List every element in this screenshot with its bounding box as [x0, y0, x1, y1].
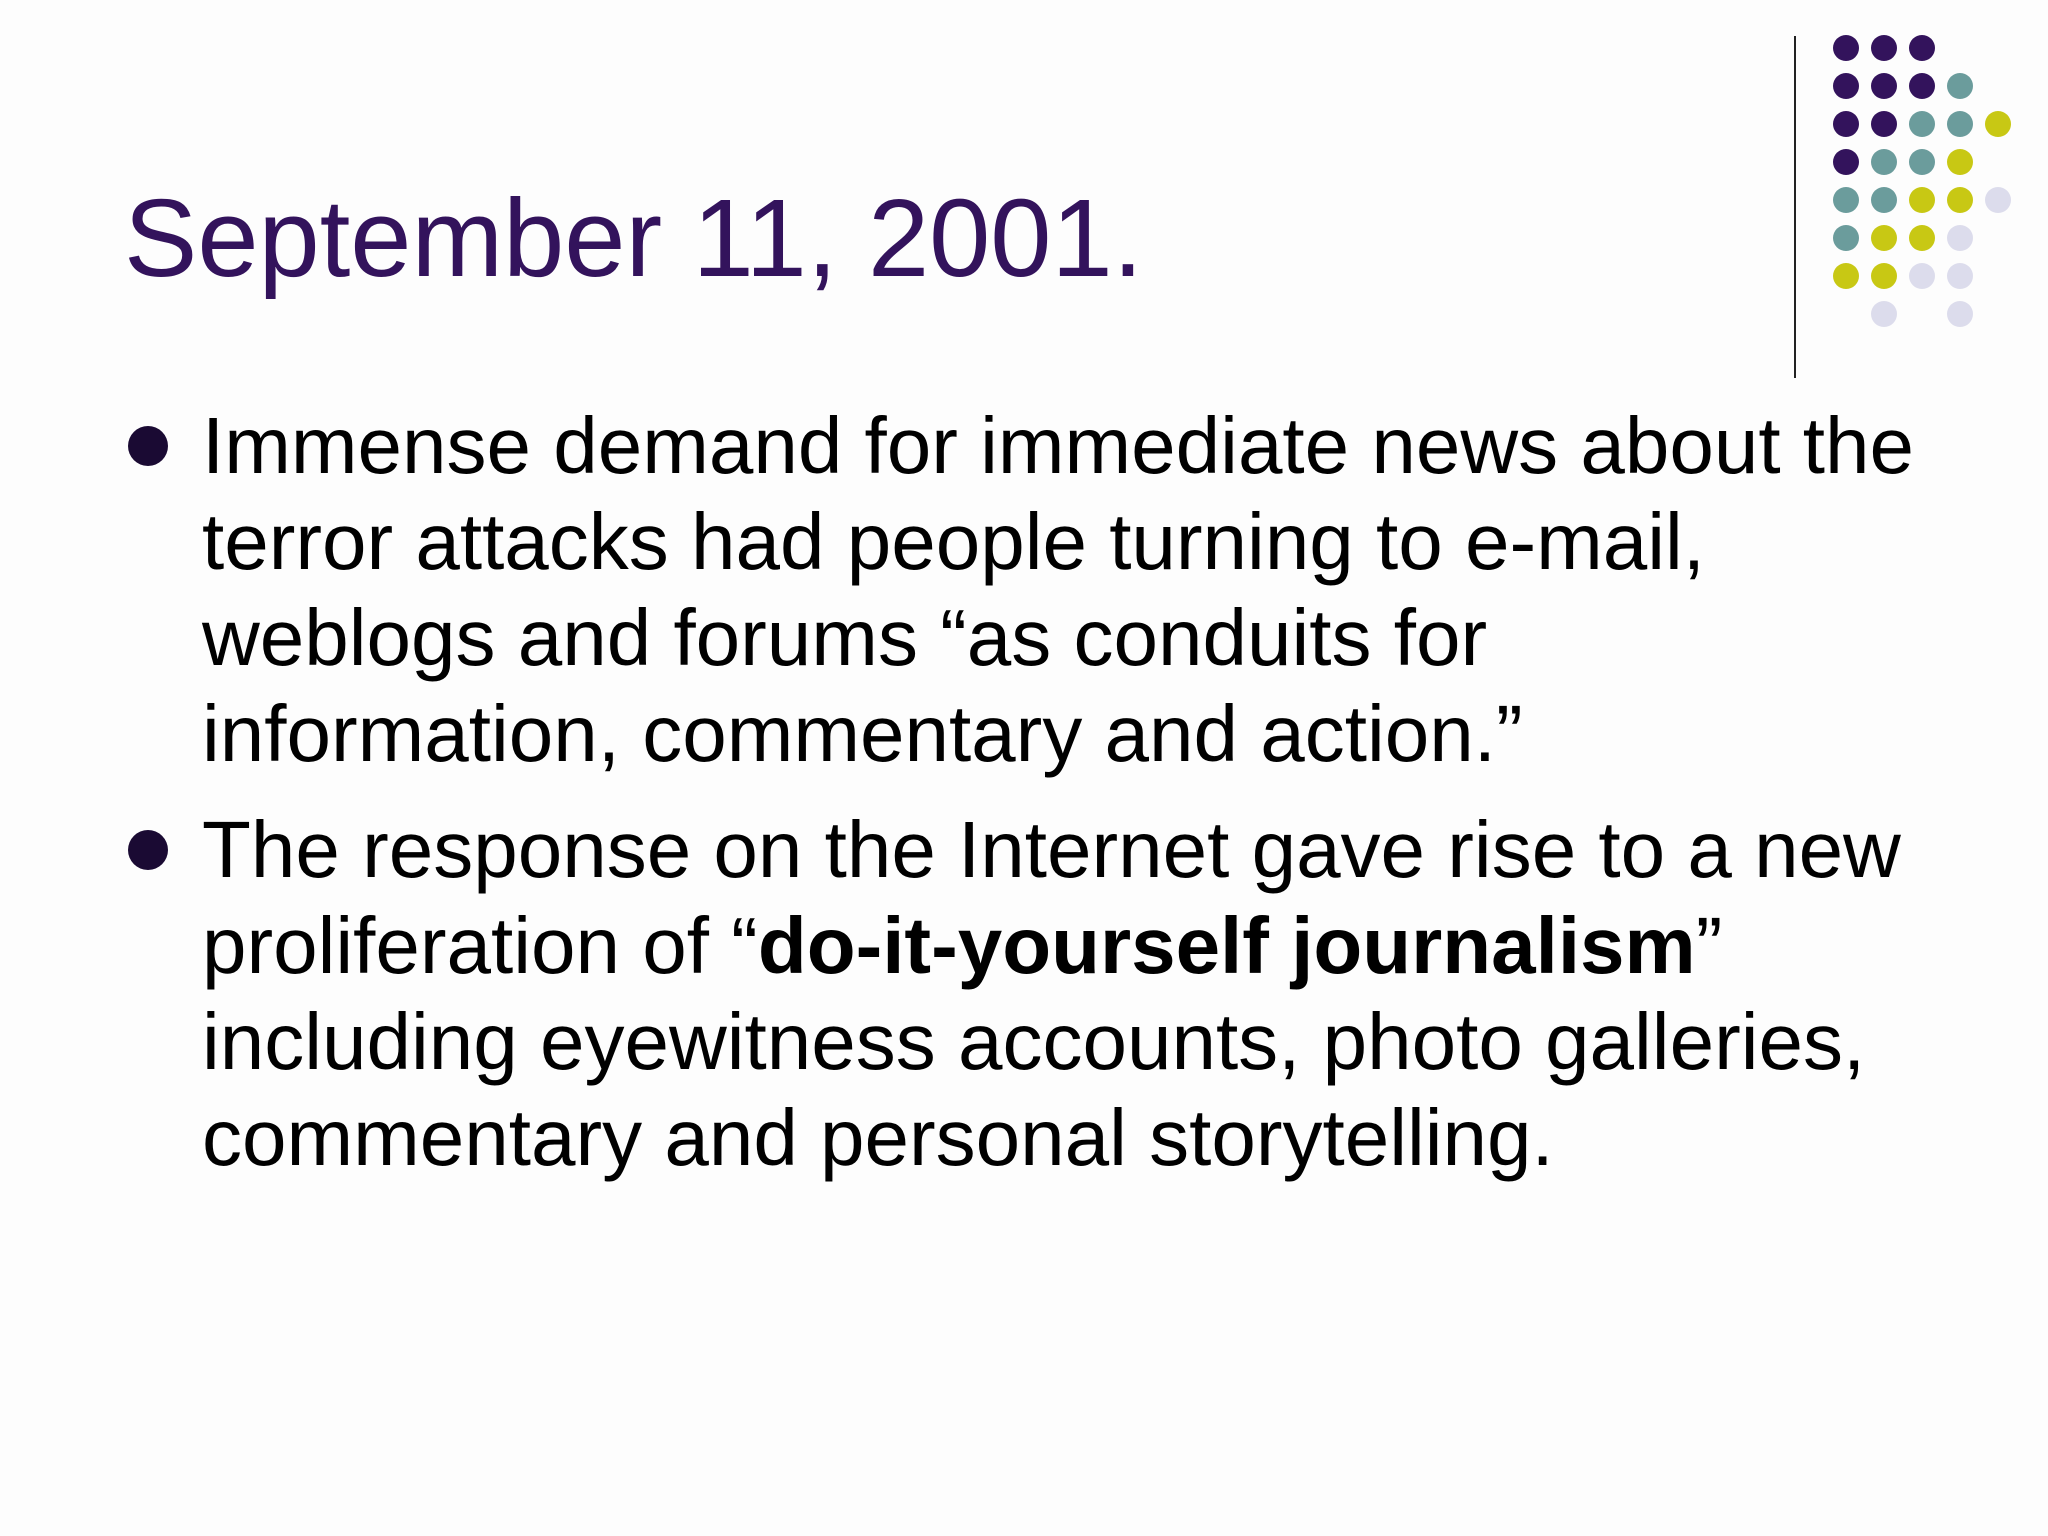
bullet-text [202, 805, 1901, 1182]
decorative-dot [1871, 111, 1897, 137]
decorative-dot [1909, 35, 1935, 61]
decorative-dot [1947, 301, 1973, 327]
decorative-dot [1833, 111, 1859, 137]
decorative-dot [1871, 187, 1897, 213]
decorative-dot [1871, 301, 1897, 327]
bullet-item [124, 398, 1924, 782]
decorative-dot [1833, 225, 1859, 251]
dot-grid-icon [1816, 24, 2036, 344]
decorative-dot [1947, 149, 1973, 175]
title-divider-line [1794, 36, 1796, 378]
bullet-text-start: The response on the Internet gave rise to a new proliferation of “ [202, 805, 1901, 990]
decorative-dot [1947, 187, 1973, 213]
bullet-item [124, 802, 1924, 1186]
slide-title: September 11, 2001. [124, 177, 1144, 300]
decorative-dot [1947, 111, 1973, 137]
bullet-text-end: ” including eyewitness accounts, photo galleries, commentary and personal storytelling. [202, 901, 1866, 1182]
decorative-dot [1909, 111, 1935, 137]
decorative-dot [1909, 225, 1935, 251]
decorative-dot [1947, 73, 1973, 99]
decorative-dot [1871, 225, 1897, 251]
bullet-list [124, 398, 1924, 1206]
decorative-dot [1909, 149, 1935, 175]
bullet-icon [128, 830, 168, 870]
decorative-dot [1909, 187, 1935, 213]
decorative-dot [1947, 225, 1973, 251]
decorative-dot [1985, 187, 2011, 213]
decorative-dot [1833, 263, 1859, 289]
decorative-dot [1833, 149, 1859, 175]
decorative-dot [1909, 263, 1935, 289]
decorative-dot [1833, 35, 1859, 61]
decorative-dot [1947, 263, 1973, 289]
bullet-text: Immense demand for immediate news about the terror attacks had people turning to e-mail, weblogs and forums “as conduits for information, commentary and action.” [202, 401, 1914, 778]
decorative-dot [1833, 73, 1859, 99]
decorative-dot [1833, 187, 1859, 213]
decorative-dot [1871, 149, 1897, 175]
decorative-dot [1985, 111, 2011, 137]
bullet-icon [128, 426, 168, 466]
decorative-dot [1909, 73, 1935, 99]
decorative-dot [1871, 73, 1897, 99]
decorative-dot [1871, 35, 1897, 61]
bullet-text-bold: do-it-yourself journalism [757, 901, 1696, 990]
decorative-dot [1871, 263, 1897, 289]
